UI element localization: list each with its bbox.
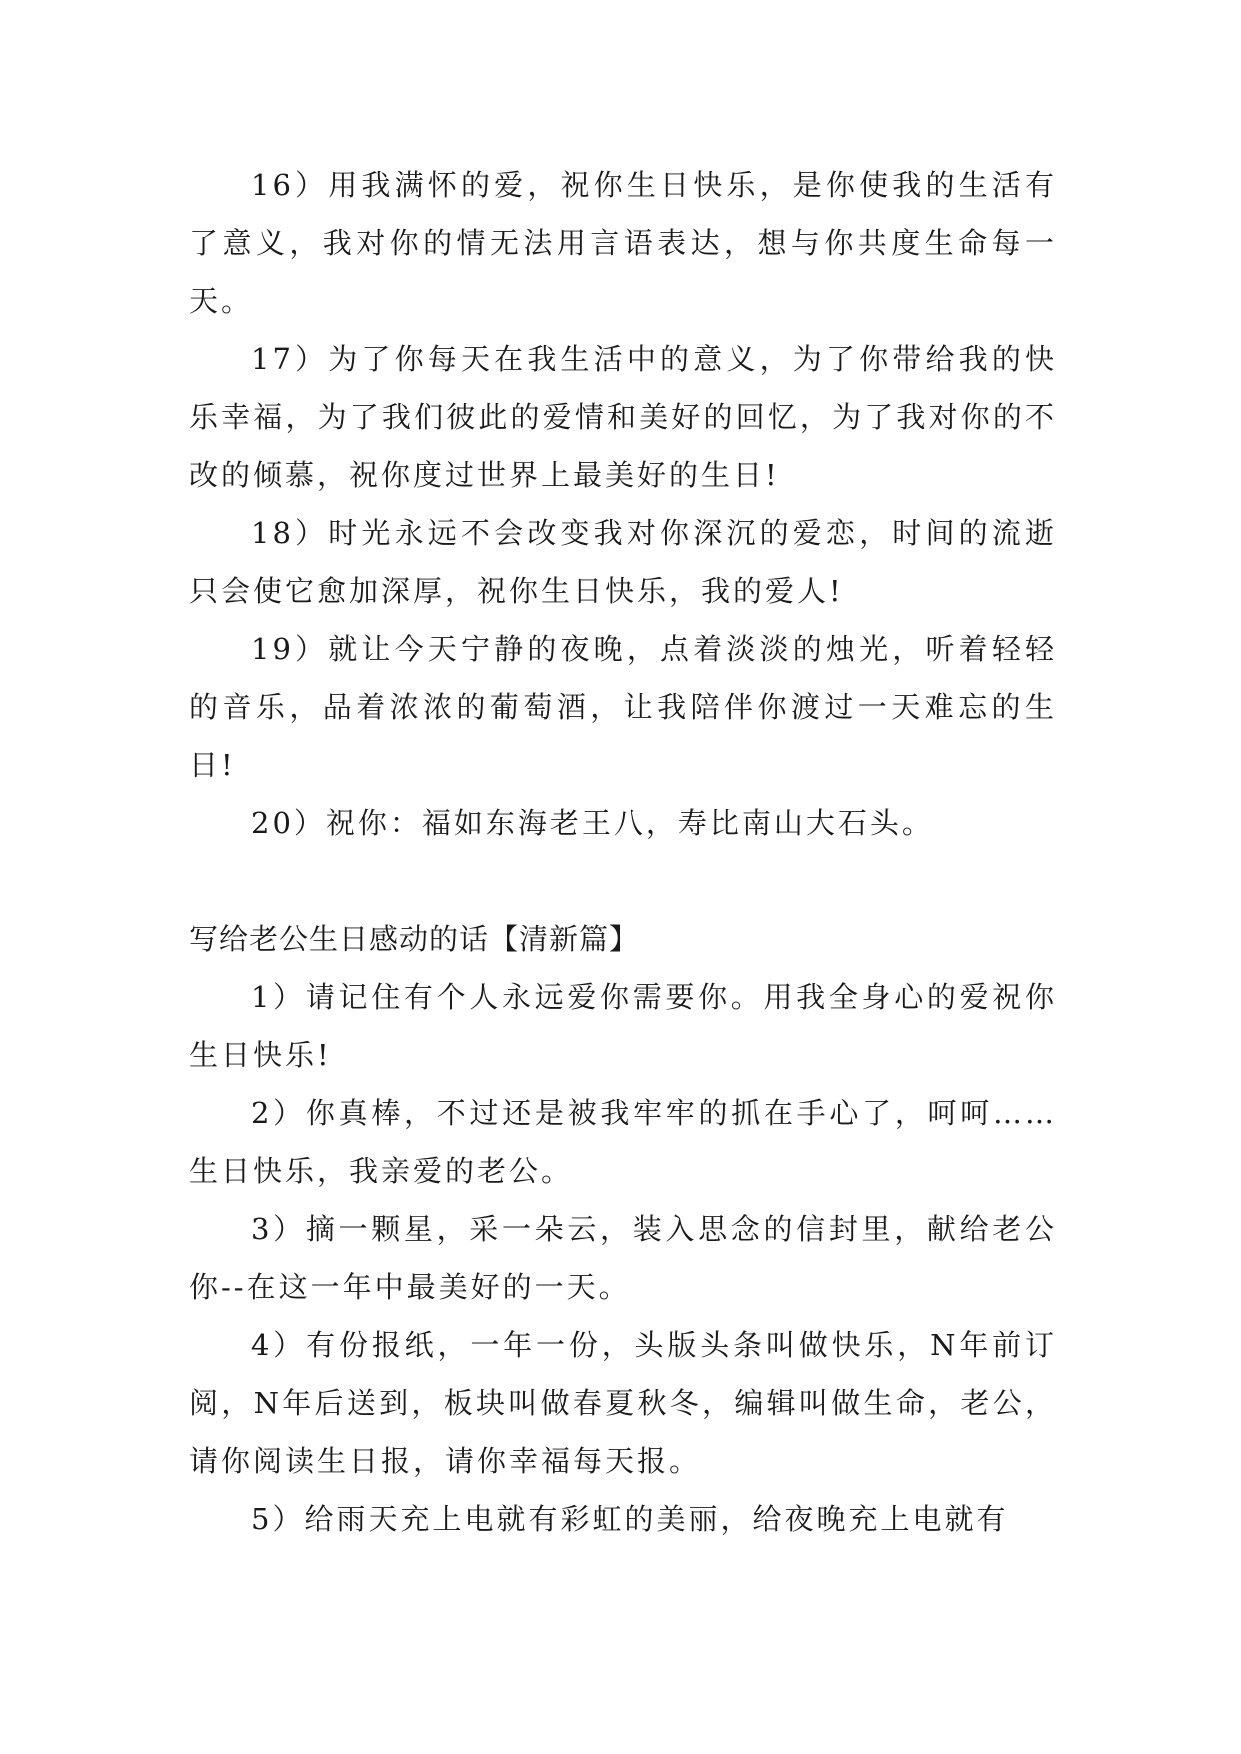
list-item: 5）给雨天充上电就有彩虹的美丽，给夜晚充上电就有 — [251, 1502, 1009, 1536]
list-item: 16）用我满怀的爱，祝你生日快乐，是你使我的生活有了意义，我对你的情无法用言语表达，想与你共度生命每一天。 — [189, 168, 1057, 318]
list-item: 19）就让今天宁静的夜晚，点着淡淡的烛光，听着轻轻的音乐，品着浓浓的葡萄酒，让我陪伴你渡过一天难忘的生日! — [189, 632, 1057, 782]
list-item: 3）摘一颗星，采一朵云，装入思念的信封里，献给老公你--在这一年中最美好的一天。 — [189, 1212, 1057, 1304]
list-item: 17）为了你每天在我生活中的意义，为了你带给我的快乐幸福，为了我们彼此的爱情和美好的回忆，为了我对你的不改的倾慕，祝你度过世界上最美好的生日! — [189, 342, 1057, 492]
list-item: 18）时光永远不会改变我对你深沉的爱恋，时间的流逝只会使它愈加深厚，祝你生日快乐，我的爱人! — [189, 516, 1057, 608]
list-item: 4）有份报纸，一年一份，头版头条叫做快乐，N年前订阅，N年后送到，板块叫做春夏秋冬，编辑叫做生命，老公，请你阅读生日报，请你幸福每天报。 — [189, 1328, 1057, 1478]
document-body — [189, 156, 1057, 1548]
section-heading: 写给老公生日感动的话【清新篇】 — [189, 922, 640, 956]
list-item: 1）请记住有个人永远爱你需要你。用我全身心的爱祝你生日快乐! — [189, 980, 1057, 1072]
list-item: 20）祝你：福如东海老王八，寿比南山大石头。 — [251, 806, 934, 840]
list-item: 2）你真棒，不过还是被我牢牢的抓在手心了，呵呵……生日快乐，我亲爱的老公。 — [189, 1096, 1057, 1188]
